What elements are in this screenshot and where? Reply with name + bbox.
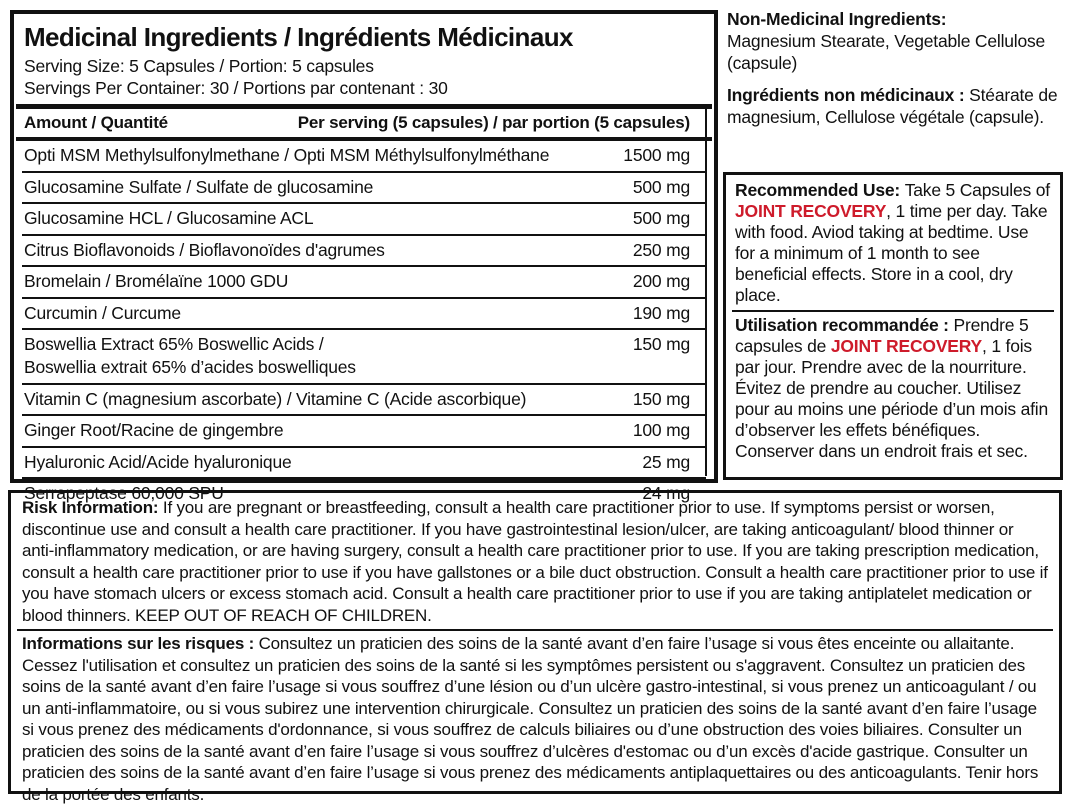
risk-information-en: Risk Information: If you are pregnant or breastfeeding, consult a health care practitioner prior to use. If symptoms persist or worsen, discontinue use and consult a health care practitioner. If you have gastrointestinal lesion/ulcer, are taking anticoagulant/ blood thinner or anti-inflammatory medication, or are having surgery, consult a health care practitioner prior to use. If you are taking prescription medication, consult a health care practitioner prior to use if you have gallstones or a bile duct obstruction. Consult a health care practitioner prior to use if you have stomach ulcers or excess stomach acid. Consult a health care practitioner prior to use if you are taking antiplatelet medication or blood thinners. KEEP OUT OF REACH OF CHILDREN. <box>22 498 1048 625</box>
table-column-header <box>22 109 706 137</box>
table-row <box>22 236 706 268</box>
table-row <box>22 416 706 448</box>
non-medicinal-fr-text: Stéarate de magnesium, Cellulose végétale (capsule). <box>727 85 1058 127</box>
ingredient-amount: 1500 mg <box>623 145 690 165</box>
ingredient-name: Boswellia Extract 65% Boswellic Acids / Boswellia extrait 65% d’acides boswelliques <box>24 334 356 377</box>
table-row <box>22 204 706 236</box>
non-medicinal-en-label: Non-Medicinal Ingredients: <box>727 9 947 29</box>
ingredient-name: Serrapeptase 60,000 SPU <box>24 483 224 503</box>
table-row <box>22 448 706 480</box>
non-medicinal-en <box>727 8 1063 74</box>
panel-title: Medicinal Ingredients / Ingrédients Médicinaux <box>24 22 573 52</box>
ingredient-name: Bromelain / Bromélaïne 1000 GDU <box>24 271 289 291</box>
table-row <box>22 141 706 173</box>
recommended-use-en: Recommended Use: Take 5 Capsules of JOINT RECOVERY, 1 time per day. Take with food. Aviod taking at bedtime. Use for a minimum of 1 month to see beneficial effects. Store in a cool, dry place. <box>735 180 1050 305</box>
non-medicinal-fr-label: Ingrédients non médicinaux : <box>727 85 965 105</box>
risk-information-fr: Informations sur les risques : Consultez un praticien des soins de la santé avant d’en faire l’usage si vous êtes enceinte ou allaitante. Cessez l'utilisation et consultez un praticien des soins de la santé si les symptômes persistent ou s'aggravent. Consultez un praticien des soins de la santé avant d’en faire l’usage si vous souffrez d’une lésion ou d’un ulcère gastro-intestinal, si vous prenez un anticoagulant / ou un anti-inflammatoire, ou si vous subirez une intervention chirurgicale. Consultez un praticien des soins de la santé avant d’en faire l’usage si vous prenez des médicaments d'ordonnance, si vous souffrez de calculs biliaires ou d’une obstruction des voies biliaires. Consulter un praticien des soins de la santé avant d’en faire l’usage si vous souffrez d’ulcères d'estomac ou d’un excès d'acide gastrique. Consulter un praticien des soins de la santé avant d’en faire l’usage si vous prenez des médicaments antiplaquettaires ou des anticoagulants. Tenir hors de la portée des enfants. <box>22 634 1039 804</box>
non-medicinal-fr <box>727 84 1063 128</box>
table-row <box>22 173 706 205</box>
ingredient-name: Vitamin C (magnesium ascorbate) / Vitamine C (Acide ascorbique) <box>24 388 527 409</box>
divider-line <box>732 310 1054 312</box>
ingredient-amount: 190 mg <box>632 302 690 323</box>
servings-per-container: Servings Per Container: 30 / Portions par contenant : 30 <box>24 78 448 98</box>
ingredient-amount: 500 mg <box>632 176 690 197</box>
ingredient-name: Opti MSM Methylsulfonylmethane / Opti MSM Méthylsulfonylméthane <box>24 145 550 165</box>
ingredient-amount: 150 mg <box>632 334 690 354</box>
table-right-rule <box>705 106 707 476</box>
column-header-amount: Amount / Quantité <box>24 113 168 132</box>
ingredient-amount: 150 mg <box>632 388 690 409</box>
medicinal-ingredients-panel <box>10 10 718 503</box>
table-row <box>22 385 706 417</box>
ingredient-name: Glucosamine HCL / Glucosamine ACL <box>24 208 314 228</box>
ingredient-name: Glucosamine Sulfate / Sulfate de glucosamine <box>24 176 374 197</box>
recommended-use-fr: Utilisation recommandée : Prendre 5 capsules de JOINT RECOVERY, 1 fois par jour. Prendre avec de la nourriture. Évitez de prendre au coucher. Utilisez pour au moins une période d’un mois afin d’observer les effets bénéfiques. Conserver dans un endroit frais et sec. <box>735 315 1049 461</box>
divider-line <box>17 629 1053 631</box>
non-medicinal-en-text: Magnesium Stearate, Vegetable Cellulose (capsule) <box>727 31 1046 73</box>
ingredient-name: Citrus Bioflavonoids / Bioflavonoïdes d'agrumes <box>24 239 385 260</box>
ingredient-amount: 250 mg <box>632 239 690 260</box>
ingredient-amount: 500 mg <box>632 208 690 228</box>
recommended-use-box <box>723 172 1063 480</box>
risk-information-box <box>8 490 1062 804</box>
serving-size: Serving Size: 5 Capsules / Portion: 5 capsules <box>24 56 374 76</box>
ingredient-name: Ginger Root/Racine de gingembre <box>24 420 284 440</box>
table-row <box>22 267 706 299</box>
table-row <box>22 330 706 385</box>
ingredient-name: Curcumin / Curcume <box>24 302 181 323</box>
ingredient-amount: 24 mg <box>642 483 690 503</box>
table-row <box>22 299 706 331</box>
column-header-per-serving: Per serving (5 capsules) / par portion (5 capsules) <box>297 113 690 132</box>
ingredient-name: Hyaluronic Acid/Acide hyaluronique <box>24 451 292 472</box>
ingredient-amount: 25 mg <box>642 451 690 472</box>
non-medicinal-section <box>727 8 1063 128</box>
ingredient-table <box>22 141 706 509</box>
ingredient-amount: 200 mg <box>632 271 690 291</box>
ingredient-amount: 100 mg <box>632 420 690 440</box>
